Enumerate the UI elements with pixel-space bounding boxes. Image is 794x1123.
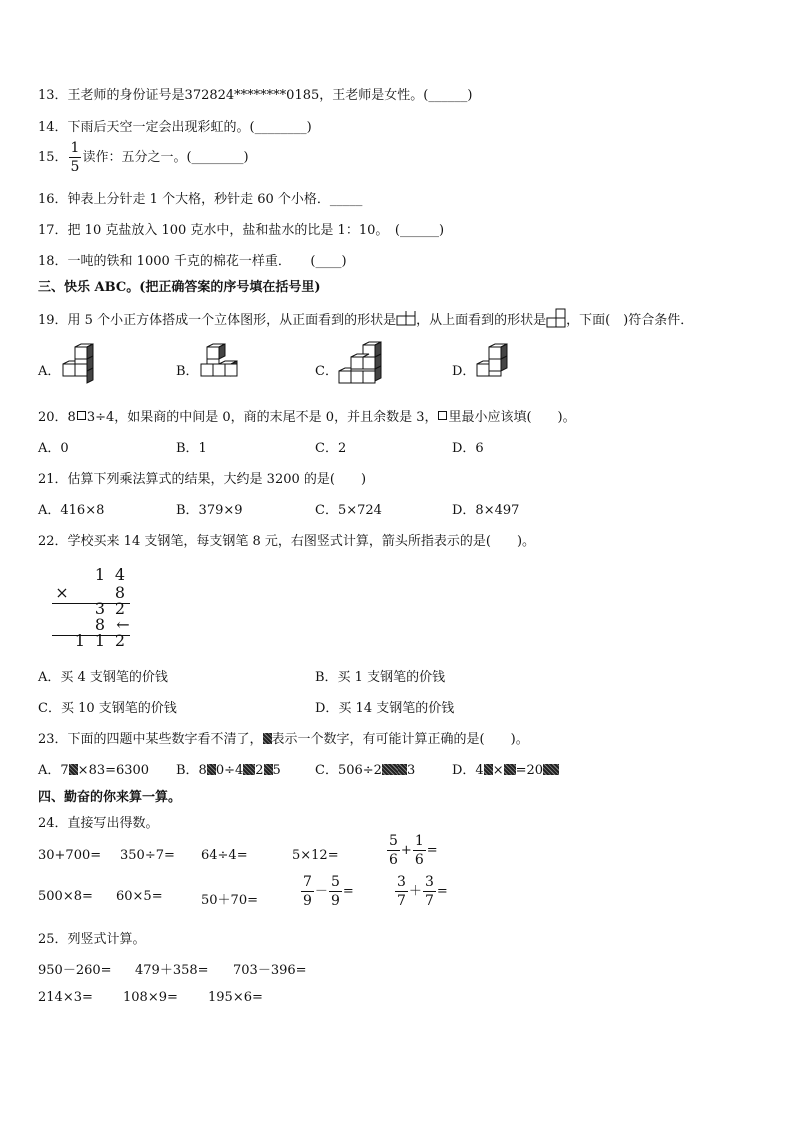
obscured-digit-icon [207,764,216,775]
q23-b2: 0÷4 [215,763,244,778]
question-17: 17．把 10 克盐放入 100 克水中，盐和盐水的比是 1：10。 (______) [38,223,445,238]
q19-option-d: D． [452,364,476,379]
q21-option-b: B．379×9 [176,503,243,518]
q19-option-a: A． [38,364,61,379]
vertical-multiplication [50,565,140,650]
question-25: 25．列竖式计算。 [38,932,146,947]
q23-a2: ×83=6300 [77,763,150,778]
top-view-icon [546,307,566,329]
denominator: 9 [303,893,312,909]
q21-option-c: C．5×724 [315,503,382,518]
fraction [301,875,314,908]
q23-option-b [176,759,281,778]
operator: － [314,884,328,899]
vc-r3-ones: 2 [114,599,126,618]
q23-d3: =20 [515,763,544,778]
question-19 [38,307,693,329]
q21-option-d: D．8×497 [452,503,520,518]
question-21: 21．估算下列乘法算式的结果，大约是 3200 的是( ) [38,472,367,487]
q19-mid: ，从上面看到的形状是 [416,313,547,328]
calc-item: 214×3= [38,990,93,1005]
fraction [387,834,400,867]
q23-a1: A．7 [38,763,69,778]
calc-item: 108×9= [123,990,178,1005]
vc-r4-tens: 8 [94,615,106,634]
vc-arrow-icon: ← [116,615,130,634]
q23-c2: 3 [406,763,416,778]
calc-item: 479＋358= [135,963,209,978]
q23-post: 表示一个数字，有可能计算正确的是( )。 [271,732,529,747]
equals: = [426,843,438,858]
question-15 [38,141,249,174]
q21-option-a: A．416×8 [38,503,105,518]
vc-times: × [55,583,69,602]
question-24: 24．直接写出得数。 [38,816,159,831]
q23-option-c [315,759,415,778]
calc-item: 30+700= [38,848,102,863]
numerator: 7 [303,874,312,890]
q19-option-c: C． [315,364,338,379]
obscured-digit-icon [382,764,398,775]
q23-b1: B．8 [176,763,207,778]
obscured-digit-icon [243,764,255,775]
q22-option-d: D．买 14 支钢笔的价钱 [315,701,455,716]
fraction-sum-2 [394,875,448,908]
calc-item: 60×5= [116,889,163,904]
cube-figure-d-icon [474,343,516,388]
q23-c1: C．506÷2 [315,763,382,778]
cube-figure-b-icon [198,343,250,388]
q22-option-c: C．买 10 支钢笔的价钱 [38,701,177,716]
blank-box-icon [438,411,447,420]
obscured-digit-icon [264,764,273,775]
q15-num: 1 [70,140,80,156]
vc-r5-hundreds: 1 [74,631,86,650]
denominator: 9 [330,893,340,909]
obscured-digit-icon [543,764,559,775]
question-14: 14．下雨后天空一定会出现彩虹的。(________) [38,120,312,135]
question-18: 18．一吨的铁和 1000 千克的棉花一样重． (____) [38,254,347,269]
equals: = [436,884,448,899]
q20-option-a: A．0 [38,441,69,456]
cube-figure-c-icon [336,341,386,389]
question-20 [38,406,576,425]
denominator: 6 [414,852,424,868]
question-16: 16．钟表上分针走 1 个大格，秒针走 60 个小格．_____ [38,192,363,207]
question-22: 22．学校买来 14 支钢笔，每支钢笔 8 元，右图竖式计算，箭头所指表示的是( )。 [38,534,536,549]
q23-pre: 23．下面的四题中某些数字看不清了， [38,732,263,747]
vc-r1-tens: 1 [94,565,106,584]
operator: ＋ [408,884,422,899]
obscured-digit-icon [69,764,78,775]
calc-item: 64÷4= [201,848,248,863]
q20-post: 3÷4，如果商的中间是 0，商的末尾不是 0，并且余数是 3， [86,410,438,425]
blank-box-icon [77,411,86,420]
q23-option-d [452,759,559,778]
q19-pre: 19．用 5 个小正方体搭成一个立体图形，从正面看到的形状是 [38,313,397,328]
calc-item: 350÷7= [120,848,175,863]
obscured-digit-icon [398,764,407,775]
q20-option-c: C．2 [315,441,347,456]
calc-item: 500×8= [38,889,93,904]
q23-d1: D．4 [452,763,484,778]
q23-b3: 2 [255,763,264,778]
q23-b4: 5 [272,763,281,778]
q22-option-a: A．买 4 支钢笔的价钱 [38,670,168,685]
numerator: 3 [424,874,434,890]
calc-item: 195×6= [208,990,263,1005]
operator: + [400,843,412,858]
calc-item: 50＋70= [201,893,258,908]
q22-option-b: B．买 1 支钢笔的价钱 [315,670,446,685]
numerator: 3 [397,874,406,890]
calc-item: 703－396= [233,963,307,978]
cube-figure-a-icon [60,343,102,388]
fraction-one-fifth [69,141,82,174]
q23-d2: × [492,763,504,778]
vc-r2-ones: 8 [114,583,126,602]
vc-r3-tens: 3 [94,599,106,618]
section-3-title: 三、快乐 ABC。(把正确答案的序号填在括号里) [38,280,321,295]
q20-option-b: B．1 [176,441,207,456]
question-13: 13．王老师的身份证号是372824********0185，王老师是女性。(______) [38,88,473,103]
fraction [329,875,342,908]
q15-den: 5 [70,159,80,175]
fraction [413,834,426,867]
fraction-sum-1 [386,834,438,867]
fraction [423,875,436,908]
q20-option-d: D．6 [452,441,484,456]
numerator: 5 [389,833,398,849]
obscured-digit-icon [263,733,272,744]
denominator: 7 [424,893,434,909]
q20-pre: 20．8 [38,410,76,425]
numerator: 1 [414,833,424,849]
vc-r5-tens: 1 [94,631,106,650]
denominator: 7 [397,893,406,909]
obscured-digit-icon [504,764,516,775]
denominator: 6 [389,852,398,868]
vc-r5-ones: 2 [114,631,126,650]
numerator: 5 [330,874,340,890]
obscured-digit-icon [484,764,493,775]
fraction-diff [300,875,354,908]
question-23 [38,728,529,747]
section-4-title: 四、勤奋的你来算一算。 [38,790,182,805]
q23-option-a [38,759,149,778]
q15-rest: 读作：五分之一。(________) [82,150,249,165]
equals: = [342,884,354,899]
q19-option-b: B． [176,364,199,379]
fraction [395,875,408,908]
front-view-icon [396,311,416,327]
vc-r1-ones: 4 [114,565,126,584]
calc-item: 950－260= [38,963,112,978]
calc-item: 5×12= [292,848,339,863]
q19-post: ，下面( )符合条件． [566,313,694,328]
q20-tail: 里最小应该填( )。 [448,410,576,425]
q15-prefix: 15． [38,150,68,165]
